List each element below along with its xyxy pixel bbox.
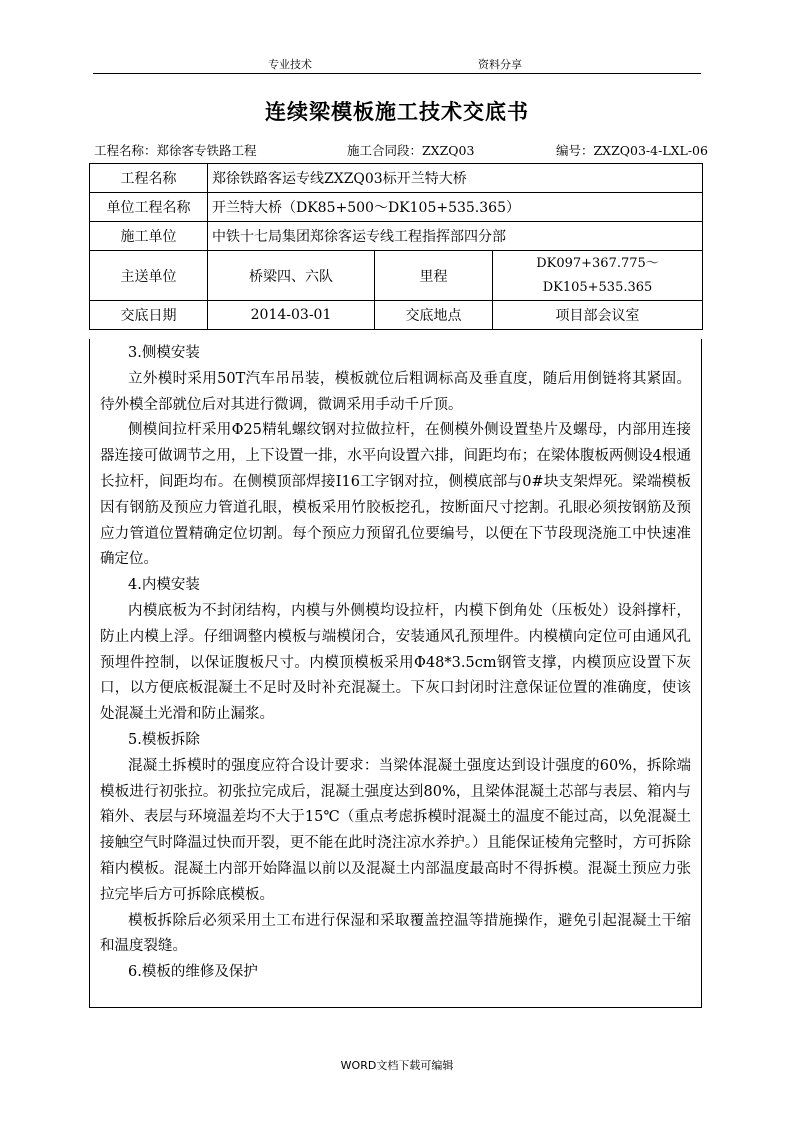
header-right: 资料分享 <box>478 58 522 71</box>
info-table <box>89 163 703 330</box>
section-5-paragraph-2: 模板拆除后必须采用土工布进行保湿和采取覆盖控温等措施操作，避免引起混凝土干缩和温度裂缝。 <box>100 912 691 955</box>
meta-project: 工程名称：郑徐客专铁路工程 <box>94 143 257 158</box>
section-4-heading: 4.内模安装 <box>128 577 200 594</box>
construction-unit-value: 中铁十七局集团郑徐客运专线工程指挥部四分部 <box>208 222 703 251</box>
meta-contract: 施工合同段：ZXZQ03 <box>347 143 475 158</box>
page-footer: WORD文档下载可编辑 <box>340 1059 454 1072</box>
recipient-value: 桥梁四、六队 <box>208 251 375 301</box>
project-name-value: 郑徐铁路客运专线ZXZQ03标开兰特大桥 <box>208 164 703 193</box>
header-left: 专业技术 <box>268 58 312 71</box>
section-3-paragraph-1: 立外模时采用50T汽车吊吊装，模板就位后粗调标高及垂直度，随后用倒链将其紧固。待外模全部就位后对其进行微调，微调采用手动千斤顶。 <box>100 370 691 413</box>
project-name-label: 工程名称 <box>90 164 208 193</box>
section-4-paragraph-1: 内模底板为不封闭结构，内模与外侧模均设拉杆，内模下倒角处（压板处）设斜撑杆，防止内模上浮。仔细调整内模板与端模闭合，安装通风孔预埋件。内模横向定位可由通风孔预埋件控制，以保证腹板尺寸。内模顶模板采用Φ48*3.5cm钢管支撑，内模顶应设置下灰口，以方便底板混凝土不足时及时补充混凝土。下灰口封闭时注意保证位置的准确度，使该处混凝土光滑和防止漏浆。 <box>100 602 691 723</box>
content-box <box>89 339 702 1008</box>
location-label: 交底地点 <box>375 301 493 330</box>
recipient-label: 主送单位 <box>90 251 208 301</box>
section-3-heading: 3.侧模安装 <box>128 345 200 361</box>
construction-unit-label: 施工单位 <box>90 222 208 251</box>
mileage-value <box>493 251 703 301</box>
unit-project-label: 单位工程名称 <box>90 193 208 222</box>
unit-project-value: 开兰特大桥（DK85+500～DK105+535.365） <box>208 193 703 222</box>
date-label: 交底日期 <box>90 301 208 330</box>
section-5-paragraph-1: 混凝土拆模时的强度应符合设计要求：当梁体混凝土强度达到设计强度的60%，拆除端模板进行初张拉。初张拉完成后，混凝土强度达到80%，且梁体混凝土芯部与表层、箱内与箱外、表层与环境温差均不大于15℃（重点考虑拆模时混凝土的温度不能过高，以免混凝土接触空气时降温过快而开裂，更不能在此时浇注凉水养护。）且能保证棱角完整时，方可拆除箱内模板。混凝土内部开始降温以前以及混凝土内部温度最高时不得拆模。混凝土预应力张拉完毕后方可拆除底模板。 <box>100 757 691 903</box>
mileage-label: 里程 <box>375 251 493 301</box>
document-title: 连续梁模板施工技术交底书 <box>265 99 529 124</box>
date-value: 2014-03-01 <box>208 301 375 330</box>
section-3-paragraph-2: 侧模间拉杆采用Φ25精轧螺纹钢对拉做拉杆，在侧模外侧设置垫片及螺母，内部用连接器连接可做调节之用，上下设置一排，水平向设置六排，间距均布；在梁体腹板两侧设4根通长拉杆，间距均布。在侧模顶部焊接I16工字钢对拉，侧模底部与0#块支架焊死。梁端模板因有钢筋及预应力管道孔眼，模板采用竹胶板挖孔，按断面尺寸挖割。孔眼必须按钢筋及预应力管道位置精确定位切割。每个预应力预留孔位要编号，以便在下节段现浇施工中快速准确定位。 <box>100 422 691 568</box>
mileage-value-line-1: DK097+367.775～ <box>536 255 659 271</box>
mileage-value-line-2: DK105+535.365 <box>542 279 653 295</box>
location-value: 项目部会议室 <box>493 301 703 330</box>
section-5-heading: 5.模板拆除 <box>128 731 200 748</box>
section-6-heading: 6.模板的维修及保护 <box>128 964 258 981</box>
header-divider <box>93 73 701 74</box>
meta-code: 编号：ZXZQ03-4-LXL-06 <box>556 143 708 158</box>
